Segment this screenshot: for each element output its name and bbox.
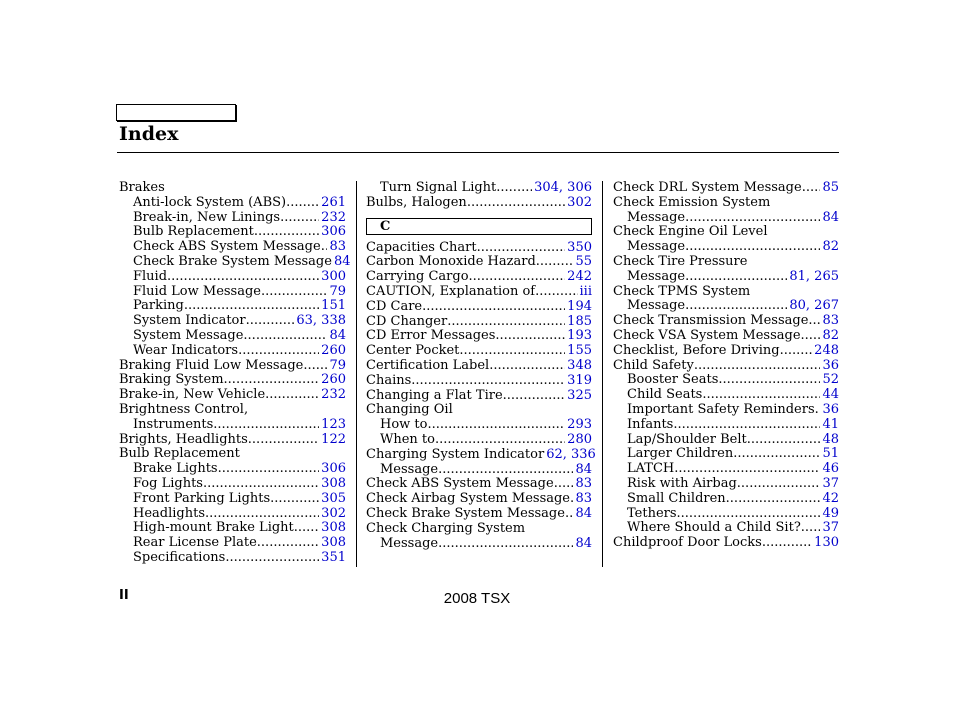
page-reference-link[interactable]: 325 <box>567 387 592 403</box>
index-column-3 <box>613 181 839 551</box>
leader-dots <box>801 521 821 536</box>
leader-dots <box>203 477 319 492</box>
page-reference-link[interactable]: 46 <box>822 461 839 477</box>
page-reference-link[interactable]: 83 <box>822 313 839 329</box>
page-reference-link[interactable]: 122 <box>321 431 346 447</box>
page-reference-link[interactable]: 300 <box>321 268 346 284</box>
leader-dots <box>167 270 319 285</box>
leader-dots <box>685 211 820 226</box>
page-reference-link[interactable]: 151 <box>321 298 346 314</box>
leader-dots <box>685 240 820 255</box>
index-heading: Brakes <box>119 180 165 195</box>
index-subentry <box>613 447 839 462</box>
page-reference-link[interactable]: 155 <box>567 343 592 359</box>
page-reference-link[interactable]: 293 <box>567 417 592 433</box>
page-reference-link[interactable]: 308 <box>321 535 346 551</box>
entry-label: Check Airbag System Message <box>366 491 571 507</box>
page-reference-link[interactable]: 305 <box>321 490 346 506</box>
index-entry <box>366 389 592 404</box>
leader-dots <box>503 389 566 404</box>
leader-dots <box>726 492 821 507</box>
entry-label: Certification Label <box>366 357 490 373</box>
leader-dots <box>747 433 821 448</box>
index-subentry <box>613 492 839 507</box>
page-reference-link[interactable]: 63, 338 <box>296 313 346 329</box>
entry-label: Infants <box>627 416 674 432</box>
page-reference-link[interactable]: 84 <box>575 461 592 477</box>
entry-label: Capacities Chart <box>366 239 477 255</box>
leader-dots <box>303 359 327 374</box>
page-reference-link[interactable]: 193 <box>567 328 592 344</box>
index-entry <box>366 241 592 256</box>
leader-dots <box>438 537 573 552</box>
entry-label: Brake-in, New Vehicle <box>119 387 266 403</box>
index-entry <box>613 329 839 344</box>
page-reference-link[interactable]: 302 <box>321 505 346 521</box>
leader-dots <box>737 477 821 492</box>
entry-label: Braking System <box>119 372 224 388</box>
entry-label: Fluid Low Message <box>133 283 261 299</box>
entry-label: Tethers <box>627 505 677 521</box>
entry-label: Where Should a Child Sit? <box>627 520 801 536</box>
entry-label: Fog Lights <box>133 475 203 491</box>
index-subentry <box>613 388 839 403</box>
leader-dots <box>321 240 328 255</box>
index-entry <box>366 255 592 270</box>
page-reference-link[interactable]: 248 <box>814 342 839 358</box>
index-entry <box>366 329 592 344</box>
index-heading: Check Engine Oil Level <box>613 224 768 240</box>
index-entry <box>366 300 592 315</box>
entry-label: Checklist, Before Driving <box>613 342 780 358</box>
entry-label: Child Safety <box>613 357 694 373</box>
leader-dots <box>225 551 319 566</box>
page-reference-link[interactable]: 260 <box>321 372 346 388</box>
leader-dots <box>718 373 820 388</box>
index-entry <box>613 314 839 329</box>
column-divider <box>602 181 603 567</box>
page-reference-link[interactable]: 84 <box>329 327 346 343</box>
index-entry <box>119 433 346 448</box>
leader-dots <box>248 433 319 448</box>
leader-dots <box>447 315 565 330</box>
entry-label: Brights, Headlights <box>119 431 248 447</box>
entry-label: CD Error Messages <box>366 328 496 344</box>
entry-label: Message <box>627 239 686 255</box>
index-entry <box>119 388 346 403</box>
page-reference-link[interactable]: 260 <box>321 342 346 358</box>
page-reference-link[interactable]: 306 <box>321 224 346 240</box>
page-reference-link[interactable]: 130 <box>814 535 839 551</box>
index-subentry <box>119 270 346 285</box>
leader-dots <box>270 492 319 507</box>
entry-label: Charging System Indicator <box>366 446 545 462</box>
page-reference-link[interactable]: 84 <box>822 209 839 225</box>
entry-label: System Message <box>133 327 244 343</box>
leader-dots <box>802 181 821 196</box>
section-letter: C <box>366 218 592 235</box>
page-title: Index <box>119 123 179 145</box>
index-subentry <box>613 373 839 388</box>
entry-label: Check Brake System Message <box>366 505 565 521</box>
entry-label: Check ABS System Message <box>133 239 321 255</box>
index-subentry <box>119 507 346 522</box>
entry-label: Child Seats <box>627 387 703 403</box>
index-subentry <box>119 299 346 314</box>
entry-label: Wear Indicators <box>133 342 239 358</box>
entry-label: CD Changer <box>366 313 448 329</box>
entry-label: Chains <box>366 372 412 388</box>
entry-label: Specifications <box>133 549 226 565</box>
entry-label: Check VSA System Message <box>613 327 801 343</box>
leader-dots <box>246 314 295 329</box>
index-subentry <box>119 225 346 240</box>
page-reference-link[interactable]: iii <box>579 283 592 299</box>
entry-label: Turn Signal Light <box>380 180 497 195</box>
index-subentry <box>366 181 592 196</box>
index-subentry <box>613 521 839 536</box>
index-subentry <box>366 418 592 433</box>
entry-label: Bulbs, Halogen <box>366 194 467 210</box>
entry-label: System Indicator <box>133 313 246 329</box>
index-subentry <box>613 462 839 477</box>
leader-dots <box>294 521 319 536</box>
leader-dots <box>554 477 574 492</box>
index-subentry <box>613 211 839 226</box>
leader-dots <box>495 329 565 344</box>
index-subentry <box>119 344 346 359</box>
page-reference-link[interactable]: 52 <box>822 372 839 388</box>
entry-label: Changing a Flat Tire <box>366 387 503 403</box>
page-reference-link[interactable]: 37 <box>822 520 839 536</box>
index-entry <box>119 359 346 374</box>
leader-dots <box>685 299 787 314</box>
leader-dots <box>224 373 320 388</box>
page-reference-link[interactable]: 350 <box>567 239 592 255</box>
index-subentry <box>119 462 346 477</box>
leader-dots <box>677 507 821 522</box>
index-subentry <box>613 403 839 418</box>
leader-dots <box>286 196 319 211</box>
index-heading: Brightness Control, <box>119 401 249 417</box>
leader-dots <box>808 314 820 329</box>
leader-dots <box>435 433 565 448</box>
index-column-2 <box>366 180 596 551</box>
page-reference-link[interactable]: 232 <box>321 387 346 403</box>
page-reference-link[interactable]: 308 <box>321 475 346 491</box>
page-reference-link[interactable]: 42 <box>822 490 839 506</box>
index-entry <box>366 285 592 300</box>
page-reference-link[interactable]: 85 <box>822 180 839 195</box>
entry-label: Brake Lights <box>133 461 218 477</box>
page-reference-link[interactable]: 261 <box>321 194 346 210</box>
index-heading: Changing Oil <box>366 402 453 418</box>
index-subentry <box>119 492 346 507</box>
page-reference-link[interactable]: 84 <box>333 253 351 269</box>
index-subentry <box>613 477 839 492</box>
page-reference-link[interactable]: 348 <box>567 357 592 373</box>
index-entry <box>613 181 839 196</box>
entry-label: Important Safety Reminders <box>627 401 815 417</box>
page-reference-link[interactable]: 49 <box>822 505 839 521</box>
leader-dots <box>261 285 327 300</box>
page-reference-link[interactable]: 194 <box>567 298 592 314</box>
page-reference-link[interactable]: 185 <box>567 313 592 329</box>
page-reference-link[interactable]: 37 <box>822 475 839 491</box>
index-entry <box>366 492 592 507</box>
page-reference-link[interactable]: 36 <box>822 357 839 373</box>
leader-dots <box>280 211 319 226</box>
leader-dots <box>427 418 565 433</box>
leader-dots <box>673 418 820 433</box>
leader-dots <box>535 285 577 300</box>
entry-label: Instruments <box>133 416 214 432</box>
index-subentry <box>613 240 839 255</box>
leader-dots <box>254 225 319 240</box>
page-reference-link[interactable]: 123 <box>321 416 346 432</box>
page-reference-link[interactable]: 80, 267 <box>789 298 839 314</box>
entry-label: Carbon Monoxide Hazard <box>366 254 536 270</box>
index-entry <box>366 359 592 374</box>
entry-label: Fluid <box>133 268 168 284</box>
leader-dots <box>694 359 821 374</box>
page-reference-link[interactable]: 62, 336 <box>546 446 596 462</box>
entry-label: When to <box>380 431 435 447</box>
leader-dots <box>702 388 820 403</box>
page-reference-link[interactable]: 306 <box>321 461 346 477</box>
entry-label: How to <box>380 417 428 433</box>
index-entry <box>366 446 596 463</box>
entry-label: CD Care <box>366 298 423 314</box>
leader-dots <box>489 359 565 374</box>
entry-label: Parking <box>133 298 184 314</box>
index-entry <box>366 374 592 389</box>
index-subentry <box>119 285 346 300</box>
index-heading: Check Charging System <box>366 520 526 536</box>
entry-label: Lap/Shoulder Belt <box>627 431 747 447</box>
leader-dots <box>205 507 319 522</box>
page-reference-link[interactable]: 44 <box>822 387 839 403</box>
entry-label: Front Parking Lights <box>133 490 271 506</box>
index-subentry <box>119 329 346 344</box>
leader-dots <box>780 344 813 359</box>
index-entry <box>366 344 592 359</box>
footer-model: 2008 TSX <box>443 590 511 607</box>
index-subentry <box>119 536 346 551</box>
index-subentry <box>119 418 346 433</box>
entry-label: Message <box>380 461 439 477</box>
entry-label: Small Children <box>627 490 726 506</box>
entry-label: Carrying Cargo <box>366 269 469 285</box>
index-subentry <box>613 507 839 522</box>
entry-label: Message <box>627 298 686 314</box>
entry-label: High-mount Brake Light <box>133 520 294 536</box>
entry-label: Braking Fluid Low Message <box>119 357 304 373</box>
page-reference-link[interactable]: 83 <box>575 476 592 492</box>
page-reference-link[interactable]: 41 <box>822 416 839 432</box>
header-tab-box <box>116 104 236 121</box>
leader-dots <box>238 344 319 359</box>
leader-dots <box>243 329 327 344</box>
page-reference-link[interactable]: 280 <box>567 431 592 447</box>
leader-dots <box>496 181 532 196</box>
page-reference-link[interactable]: 51 <box>822 446 839 462</box>
page-reference-link[interactable]: 48 <box>822 431 839 447</box>
page-reference-link[interactable]: 242 <box>567 269 592 285</box>
entry-label: Booster Seats <box>627 372 719 388</box>
page-reference-link[interactable]: 351 <box>321 549 346 565</box>
leader-dots <box>469 270 566 285</box>
leader-dots <box>685 270 787 285</box>
index-entry <box>366 477 592 492</box>
index-entry <box>119 373 346 388</box>
leader-dots <box>565 507 574 522</box>
page-reference-link[interactable]: 84 <box>575 505 592 521</box>
entry-label: Larger Children <box>627 446 734 462</box>
index-subentry <box>119 477 346 492</box>
entry-label: Rear License Plate <box>133 535 257 551</box>
leader-dots <box>265 388 319 403</box>
index-subentry <box>613 418 839 433</box>
entry-label: Center Pocket <box>366 343 460 359</box>
index-column-1 <box>119 180 351 566</box>
index-entry <box>366 507 592 522</box>
page-reference-link[interactable]: 308 <box>321 520 346 536</box>
page-reference-link[interactable]: 82 <box>822 239 839 255</box>
index-subentry <box>119 314 346 329</box>
page-reference-link[interactable]: 83 <box>575 491 592 507</box>
leader-dots <box>477 241 566 256</box>
leader-dots <box>536 255 574 270</box>
index-subentry <box>119 551 346 566</box>
column-divider <box>356 181 357 567</box>
index-subentry <box>119 196 346 211</box>
index-subentry <box>119 521 346 536</box>
index-subentry <box>119 211 346 226</box>
entry-label: Childproof Door Locks <box>613 535 762 551</box>
index-heading: Check Tire Pressure <box>613 253 748 269</box>
entry-label: CAUTION, Explanation of <box>366 283 536 299</box>
entry-label: Message <box>627 268 686 284</box>
index-subentry <box>119 253 351 270</box>
index-subentry <box>366 537 592 552</box>
entry-label: Message <box>380 535 439 551</box>
page-reference-link[interactable]: 81, 265 <box>789 268 839 284</box>
index-subentry <box>613 433 839 448</box>
entry-label: Check ABS System Message <box>366 476 554 492</box>
entry-label: Message <box>627 209 686 225</box>
index-entry <box>613 536 839 551</box>
page-reference-link[interactable]: 304, 306 <box>534 180 592 195</box>
index-entry <box>613 359 839 374</box>
index-subentry <box>613 270 839 285</box>
page-reference-link[interactable]: 79 <box>329 357 346 373</box>
entry-label: Anti-lock System (ABS) <box>133 194 287 210</box>
leader-dots <box>184 299 319 314</box>
index-heading: Check TPMS System <box>613 283 751 299</box>
index-heading: Bulb Replacement <box>119 446 240 462</box>
index-entry <box>613 344 839 359</box>
page-number: II <box>119 588 129 603</box>
leader-dots <box>218 462 320 477</box>
entry-label: Check DRL System Message <box>613 180 802 195</box>
leader-dots <box>733 447 820 462</box>
leader-dots <box>801 329 821 344</box>
leader-dots <box>674 462 820 477</box>
leader-dots <box>438 463 573 478</box>
page-reference-link[interactable]: 83 <box>329 239 346 255</box>
entry-label: Risk with Airbag <box>627 475 737 491</box>
page-reference-link[interactable]: 79 <box>329 283 346 299</box>
index-subentry <box>366 433 592 448</box>
index-entry <box>366 270 592 285</box>
leader-dots <box>459 344 565 359</box>
page-reference-link[interactable]: 55 <box>575 254 592 270</box>
entry-label: Headlights <box>133 505 206 521</box>
entry-label: Break-in, New Linings <box>133 209 281 225</box>
leader-dots <box>213 418 319 433</box>
page-reference-link[interactable]: 232 <box>321 209 346 225</box>
index-subentry <box>366 463 592 478</box>
page-reference-link[interactable]: 36 <box>822 401 839 417</box>
index-subentry <box>613 299 839 314</box>
leader-dots <box>411 374 565 389</box>
entry-label: Check Brake System Message <box>133 253 332 269</box>
page-reference-link[interactable]: 302 <box>567 194 592 210</box>
page-reference-link[interactable]: 319 <box>567 372 592 388</box>
header-rule <box>117 152 839 153</box>
leader-dots <box>257 536 319 551</box>
index-heading: Check Emission System <box>613 194 771 210</box>
entry-label: Check Transmission Message <box>613 313 809 329</box>
leader-dots <box>467 196 565 211</box>
index-subentry <box>119 240 346 255</box>
leader-dots <box>762 536 812 551</box>
entry-label: Bulb Replacement <box>133 224 254 240</box>
page-reference-link[interactable]: 82 <box>822 327 839 343</box>
index-entry <box>366 315 592 330</box>
index-entry <box>366 196 592 211</box>
page-reference-link[interactable]: 84 <box>575 535 592 551</box>
entry-label: LATCH <box>627 461 675 477</box>
leader-dots <box>422 300 565 315</box>
